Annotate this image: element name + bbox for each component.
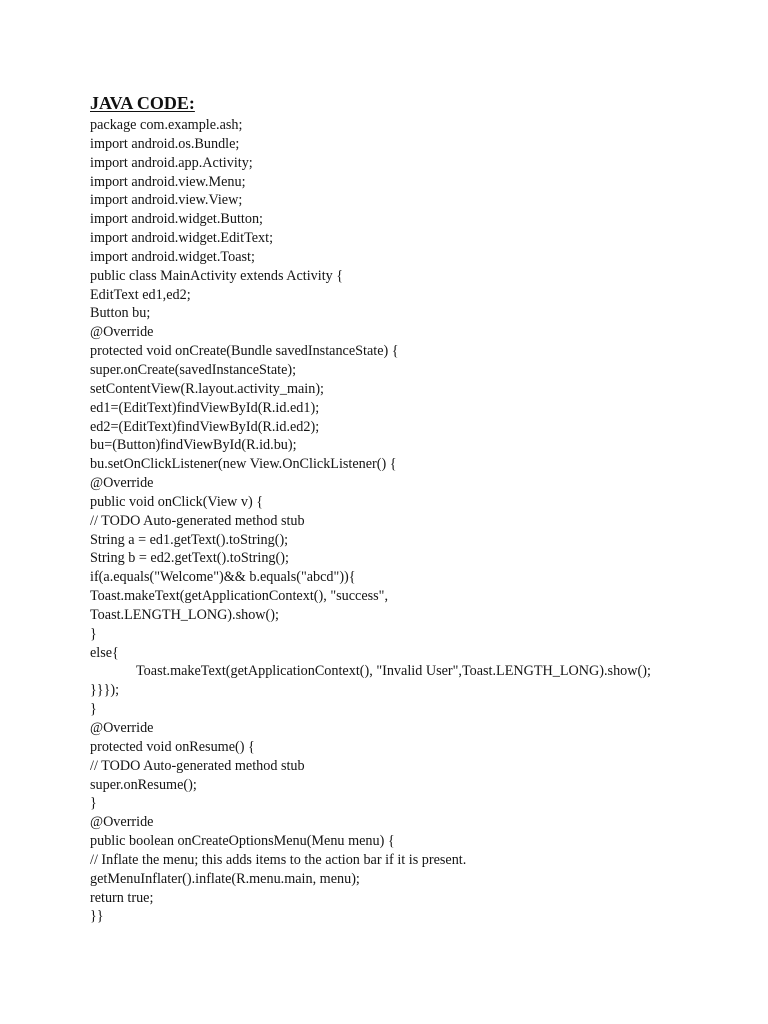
code-line: @Override — [90, 324, 154, 341]
code-line: String b = ed2.getText().toString(); — [90, 550, 289, 567]
document-heading: JAVA CODE: — [90, 93, 195, 113]
code-line: // TODO Auto-generated method stub — [90, 512, 305, 529]
code-line: else{ — [90, 644, 119, 661]
code-line: super.onCreate(savedInstanceState); — [90, 361, 297, 378]
code-line: import android.view.Menu; — [90, 173, 246, 190]
code-line: }}}); — [90, 682, 120, 699]
code-line: String a = ed1.getText().toString(); — [90, 531, 289, 548]
code-line: getMenuInflater().inflate(R.menu.main, menu); — [90, 870, 360, 887]
code-line: } — [90, 795, 97, 812]
code-line: protected void onCreate(Bundle savedInstanceState) { — [90, 343, 399, 360]
code-line: }} — [90, 908, 104, 925]
code-line: import android.os.Bundle; — [90, 135, 240, 152]
code-line: ed1=(EditText)findViewById(R.id.ed1); — [90, 399, 320, 416]
code-block — [90, 116, 730, 926]
code-line: Toast.LENGTH_LONG).show(); — [90, 606, 279, 623]
code-line: // TODO Auto-generated method stub — [90, 757, 305, 774]
code-line: Toast.makeText(getApplicationContext(), "success", — [90, 588, 388, 605]
code-line: setContentView(R.layout.activity_main); — [90, 380, 324, 397]
code-line: ed2=(EditText)findViewById(R.id.ed2); — [90, 418, 320, 435]
code-line: Button bu; — [90, 305, 151, 322]
code-line: import android.app.Activity; — [90, 154, 253, 171]
code-line: // Inflate the menu; this adds items to the action bar if it is present. — [90, 851, 467, 868]
code-line: import android.widget.Button; — [90, 211, 263, 228]
code-line: super.onResume(); — [90, 776, 197, 793]
code-line: @Override — [90, 814, 154, 831]
code-line: if(a.equals("Welcome")&& b.equals("abcd")){ — [90, 569, 356, 586]
code-line: package com.example.ash; — [90, 117, 243, 133]
code-line: } — [90, 625, 97, 642]
code-line: public void onClick(View v) { — [90, 493, 264, 510]
code-line: Toast.makeText(getApplicationContext(), "Invalid User",Toast.LENGTH_LONG).show(); — [136, 663, 651, 680]
code-line: @Override — [90, 720, 154, 736]
code-line: protected void onResume() { — [90, 738, 255, 755]
code-line: public boolean onCreateOptionsMenu(Menu menu) { — [90, 833, 395, 850]
code-line: return true; — [90, 889, 154, 906]
code-line: } — [90, 701, 97, 718]
code-line: import android.widget.Toast; — [90, 248, 255, 265]
code-line: @Override — [90, 475, 154, 492]
code-line: public class MainActivity extends Activity { — [90, 267, 344, 284]
code-line: bu=(Button)findViewById(R.id.bu); — [90, 437, 297, 454]
code-line: import android.view.View; — [90, 192, 243, 209]
code-line: import android.widget.EditText; — [90, 230, 274, 247]
code-line: bu.setOnClickListener(new View.OnClickListener() { — [90, 456, 397, 473]
code-line: EditText ed1,ed2; — [90, 286, 191, 303]
